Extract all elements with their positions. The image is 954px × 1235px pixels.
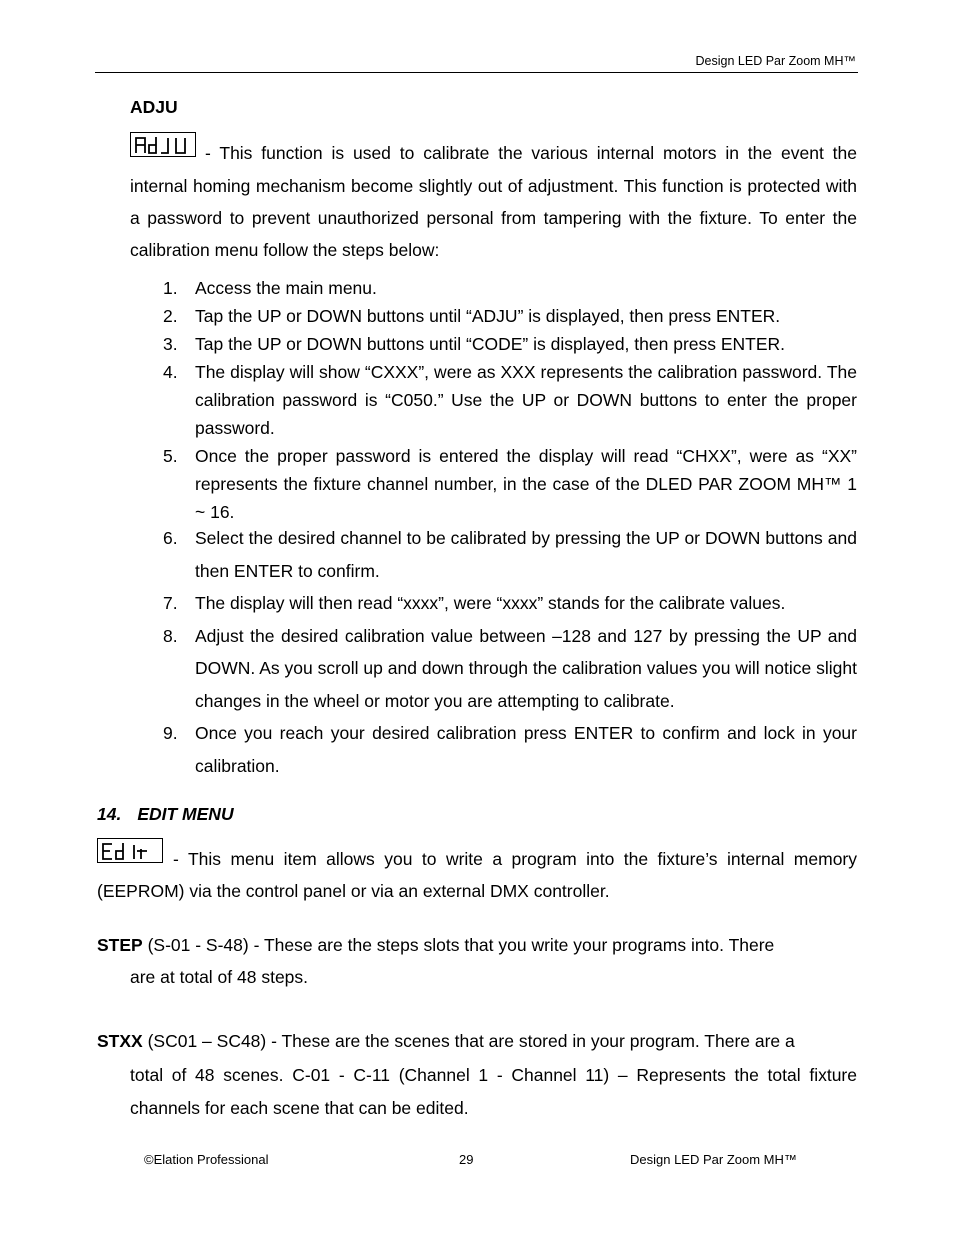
footer-title: Design LED Par Zoom MH™ xyxy=(630,1152,797,1167)
edit-intro-line2: (EEPROM) via the control panel or via an external DMX controller. xyxy=(97,881,610,901)
list-item: 2. Tap the UP or DOWN buttons until “ADJU” is displayed, then press ENTER. xyxy=(163,306,781,326)
footer-page-number: 29 xyxy=(459,1152,474,1167)
header-title: Design LED Par Zoom MH™ xyxy=(695,54,856,68)
list-item: 7. The display will then read “xxxx”, were “xxxx” stands for the calibrate values. xyxy=(163,593,786,613)
adju-heading: ADJU xyxy=(130,97,178,117)
step-description-cont: are at total of 48 steps. xyxy=(130,967,309,987)
stxx-description: STXX (SC01 – SC48) - These are the scenes that are stored in your program. There are a xyxy=(97,1031,795,1051)
lcd-display-adju-icon xyxy=(130,132,196,157)
step-description: STEP (S-01 - S-48) - These are the steps slots that you write your programs into. There xyxy=(97,935,775,955)
adju-intro-line1: - This function is used to calibrate the various internal motors in the event the xyxy=(205,143,857,163)
adju-intro-body: internal homing mechanism become slightly out of adjustment. This function is protected with a password to prevent unauthorized personal from tampering with the fixture. To enter the calibration menu follow the steps below: xyxy=(130,176,857,260)
edit-intro-line1: - This menu item allows you to write a program into the fixture’s internal memory xyxy=(173,849,857,869)
calibration-steps-list xyxy=(130,274,857,782)
lcd-display-edit-icon xyxy=(97,838,163,863)
list-item: 4. The display will show “CXXX”, were as XXX represents the calibration password. The calibration password is “C050.” Use the UP or DOWN buttons to enter the proper password. xyxy=(163,362,857,438)
stxx-description-cont: total of 48 scenes. C-01 - C-11 (Channel 1 - Channel 11) – Represents the total fixture channels for each scene that can be edited. xyxy=(130,1065,857,1118)
list-item: 9. Once you reach your desired calibration press ENTER to confirm and lock in your calibration. xyxy=(163,723,857,776)
footer-copyright: ©Elation Professional xyxy=(144,1152,269,1167)
edit-menu-heading: 14. EDIT MENU xyxy=(97,804,234,824)
list-item: 6. Select the desired channel to be calibrated by pressing the UP or DOWN buttons and then ENTER to confirm. xyxy=(163,528,857,581)
list-item: 8. Adjust the desired calibration value between –128 and 127 by pressing the UP and DOWN. As you scroll up and down through the calibration values you will notice slight changes in the wheel or motor you are attempting to calibrate. xyxy=(163,625,857,711)
list-item: 3. Tap the UP or DOWN buttons until “CODE” is displayed, then press ENTER. xyxy=(163,334,786,354)
page-header xyxy=(95,52,858,73)
list-item: 1. Access the main menu. xyxy=(163,278,377,298)
list-item: 5. Once the proper password is entered the display will read “CHXX”, were as “XX” represents the fixture channel number, in the case of the DLED PAR ZOOM MH™ 1 ~ 16. xyxy=(163,446,857,522)
